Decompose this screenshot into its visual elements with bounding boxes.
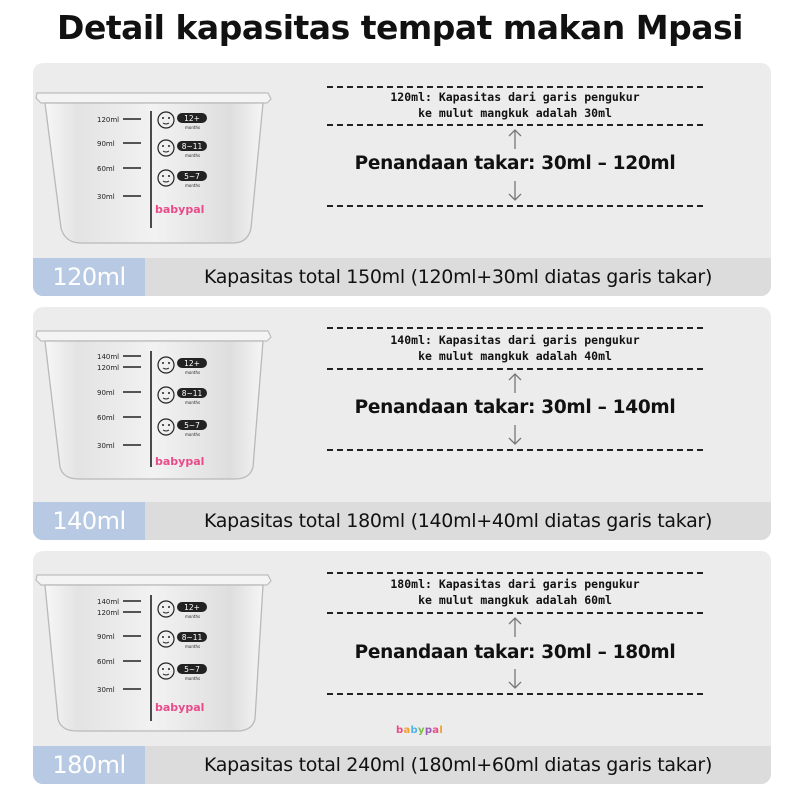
brand-logo: babypal (155, 455, 205, 468)
badge-sub: months (185, 183, 201, 188)
badge-label: 5~7 (184, 665, 200, 674)
glass-bowl-image (33, 551, 278, 746)
scale-label: 30ml (97, 193, 115, 201)
badge-sub: months (185, 614, 201, 619)
scale-label: 90ml (97, 633, 115, 641)
glass-bowl-image (33, 63, 278, 258)
capacity-note-line1: 120ml: Kapasitas dari garis pengukur (390, 90, 640, 104)
badge-sub: months (185, 644, 201, 649)
total-capacity-text: Kapasitas total 150ml (120ml+30ml diatas garis takar) (203, 266, 713, 288)
total-capacity-text: Kapasitas total 180ml (140ml+40ml diatas garis takar) (203, 510, 713, 532)
capacity-note-line2: ke mulut mangkuk adalah 30ml (418, 106, 612, 120)
scale-label: 30ml (97, 686, 115, 694)
total-capacity-bar (33, 746, 771, 784)
brand-logo: babypal (155, 203, 205, 216)
badge-label: 5~7 (184, 172, 200, 181)
capacity-panel-120ml (33, 63, 771, 296)
size-tag: 140ml (33, 502, 145, 540)
badge-label: 12+ (184, 359, 200, 368)
total-capacity-bar (33, 258, 771, 296)
arrow-up-icon (507, 372, 523, 394)
badge-sub: months (185, 676, 201, 681)
measure-range-text: Penandaan takar: 30ml – 120ml (354, 153, 676, 174)
badge-sub: months (185, 432, 201, 437)
total-capacity-text: Kapasitas total 240ml (180ml+60ml diatas garis takar) (203, 754, 713, 776)
measure-range-text: Penandaan takar: 30ml – 180ml (354, 642, 676, 663)
dashed-line-measure (327, 612, 703, 614)
capacity-note-line1: 140ml: Kapasitas dari garis pengukur (390, 333, 640, 347)
scale-label: 60ml (97, 658, 115, 666)
capacity-panel-180ml (33, 551, 771, 784)
capacity-panel-140ml (33, 307, 771, 540)
badge-label: 12+ (184, 603, 200, 612)
badge-label: 5~7 (184, 421, 200, 430)
scale-label: 90ml (97, 140, 115, 148)
capacity-note-line2: ke mulut mangkuk adalah 60ml (418, 593, 612, 607)
badge-label: 8~11 (181, 633, 203, 642)
dashed-line-measure (327, 368, 703, 370)
brand-logo: babypal (155, 701, 205, 714)
dashed-line-top (327, 572, 703, 574)
measure-range-text: Penandaan takar: 30ml – 140ml (354, 397, 676, 418)
dashed-line-bottom (327, 449, 703, 451)
scale-label: 90ml (97, 389, 115, 397)
dashed-line-measure (327, 124, 703, 126)
arrow-up-icon (507, 616, 523, 638)
scale-label: 140ml (97, 598, 120, 606)
page-title: Detail kapasitas tempat makan Mpasi (57, 8, 743, 47)
capacity-note-line1: 180ml: Kapasitas dari garis pengukur (390, 577, 640, 591)
arrow-down-icon (507, 424, 523, 446)
brand-watermark: babypal (396, 725, 444, 736)
glass-bowl-image (33, 307, 278, 502)
scale-label: 60ml (97, 165, 115, 173)
capacity-note-line2: ke mulut mangkuk adalah 40ml (418, 349, 612, 363)
scale-label: 30ml (97, 442, 115, 450)
arrow-down-icon (507, 180, 523, 202)
scale-label: 60ml (97, 414, 115, 422)
total-capacity-bar (33, 502, 771, 540)
scale-label: 120ml (97, 116, 120, 124)
dashed-line-top (327, 327, 703, 329)
badge-sub: months (185, 125, 201, 130)
badge-label: 8~11 (181, 142, 203, 151)
arrow-up-icon (507, 128, 523, 150)
size-tag: 120ml (33, 258, 145, 296)
scale-label: 120ml (97, 364, 120, 372)
badge-label: 8~11 (181, 389, 203, 398)
scale-label: 120ml (97, 609, 120, 617)
arrow-down-icon (507, 668, 523, 690)
dashed-line-bottom (327, 205, 703, 207)
size-tag: 180ml (33, 746, 145, 784)
badge-sub: months (185, 370, 201, 375)
scale-label: 140ml (97, 353, 120, 361)
badge-sub: months (185, 153, 201, 158)
badge-sub: months (185, 400, 201, 405)
badge-label: 12+ (184, 114, 200, 123)
dashed-line-top (327, 86, 703, 88)
dashed-line-bottom (327, 693, 703, 695)
